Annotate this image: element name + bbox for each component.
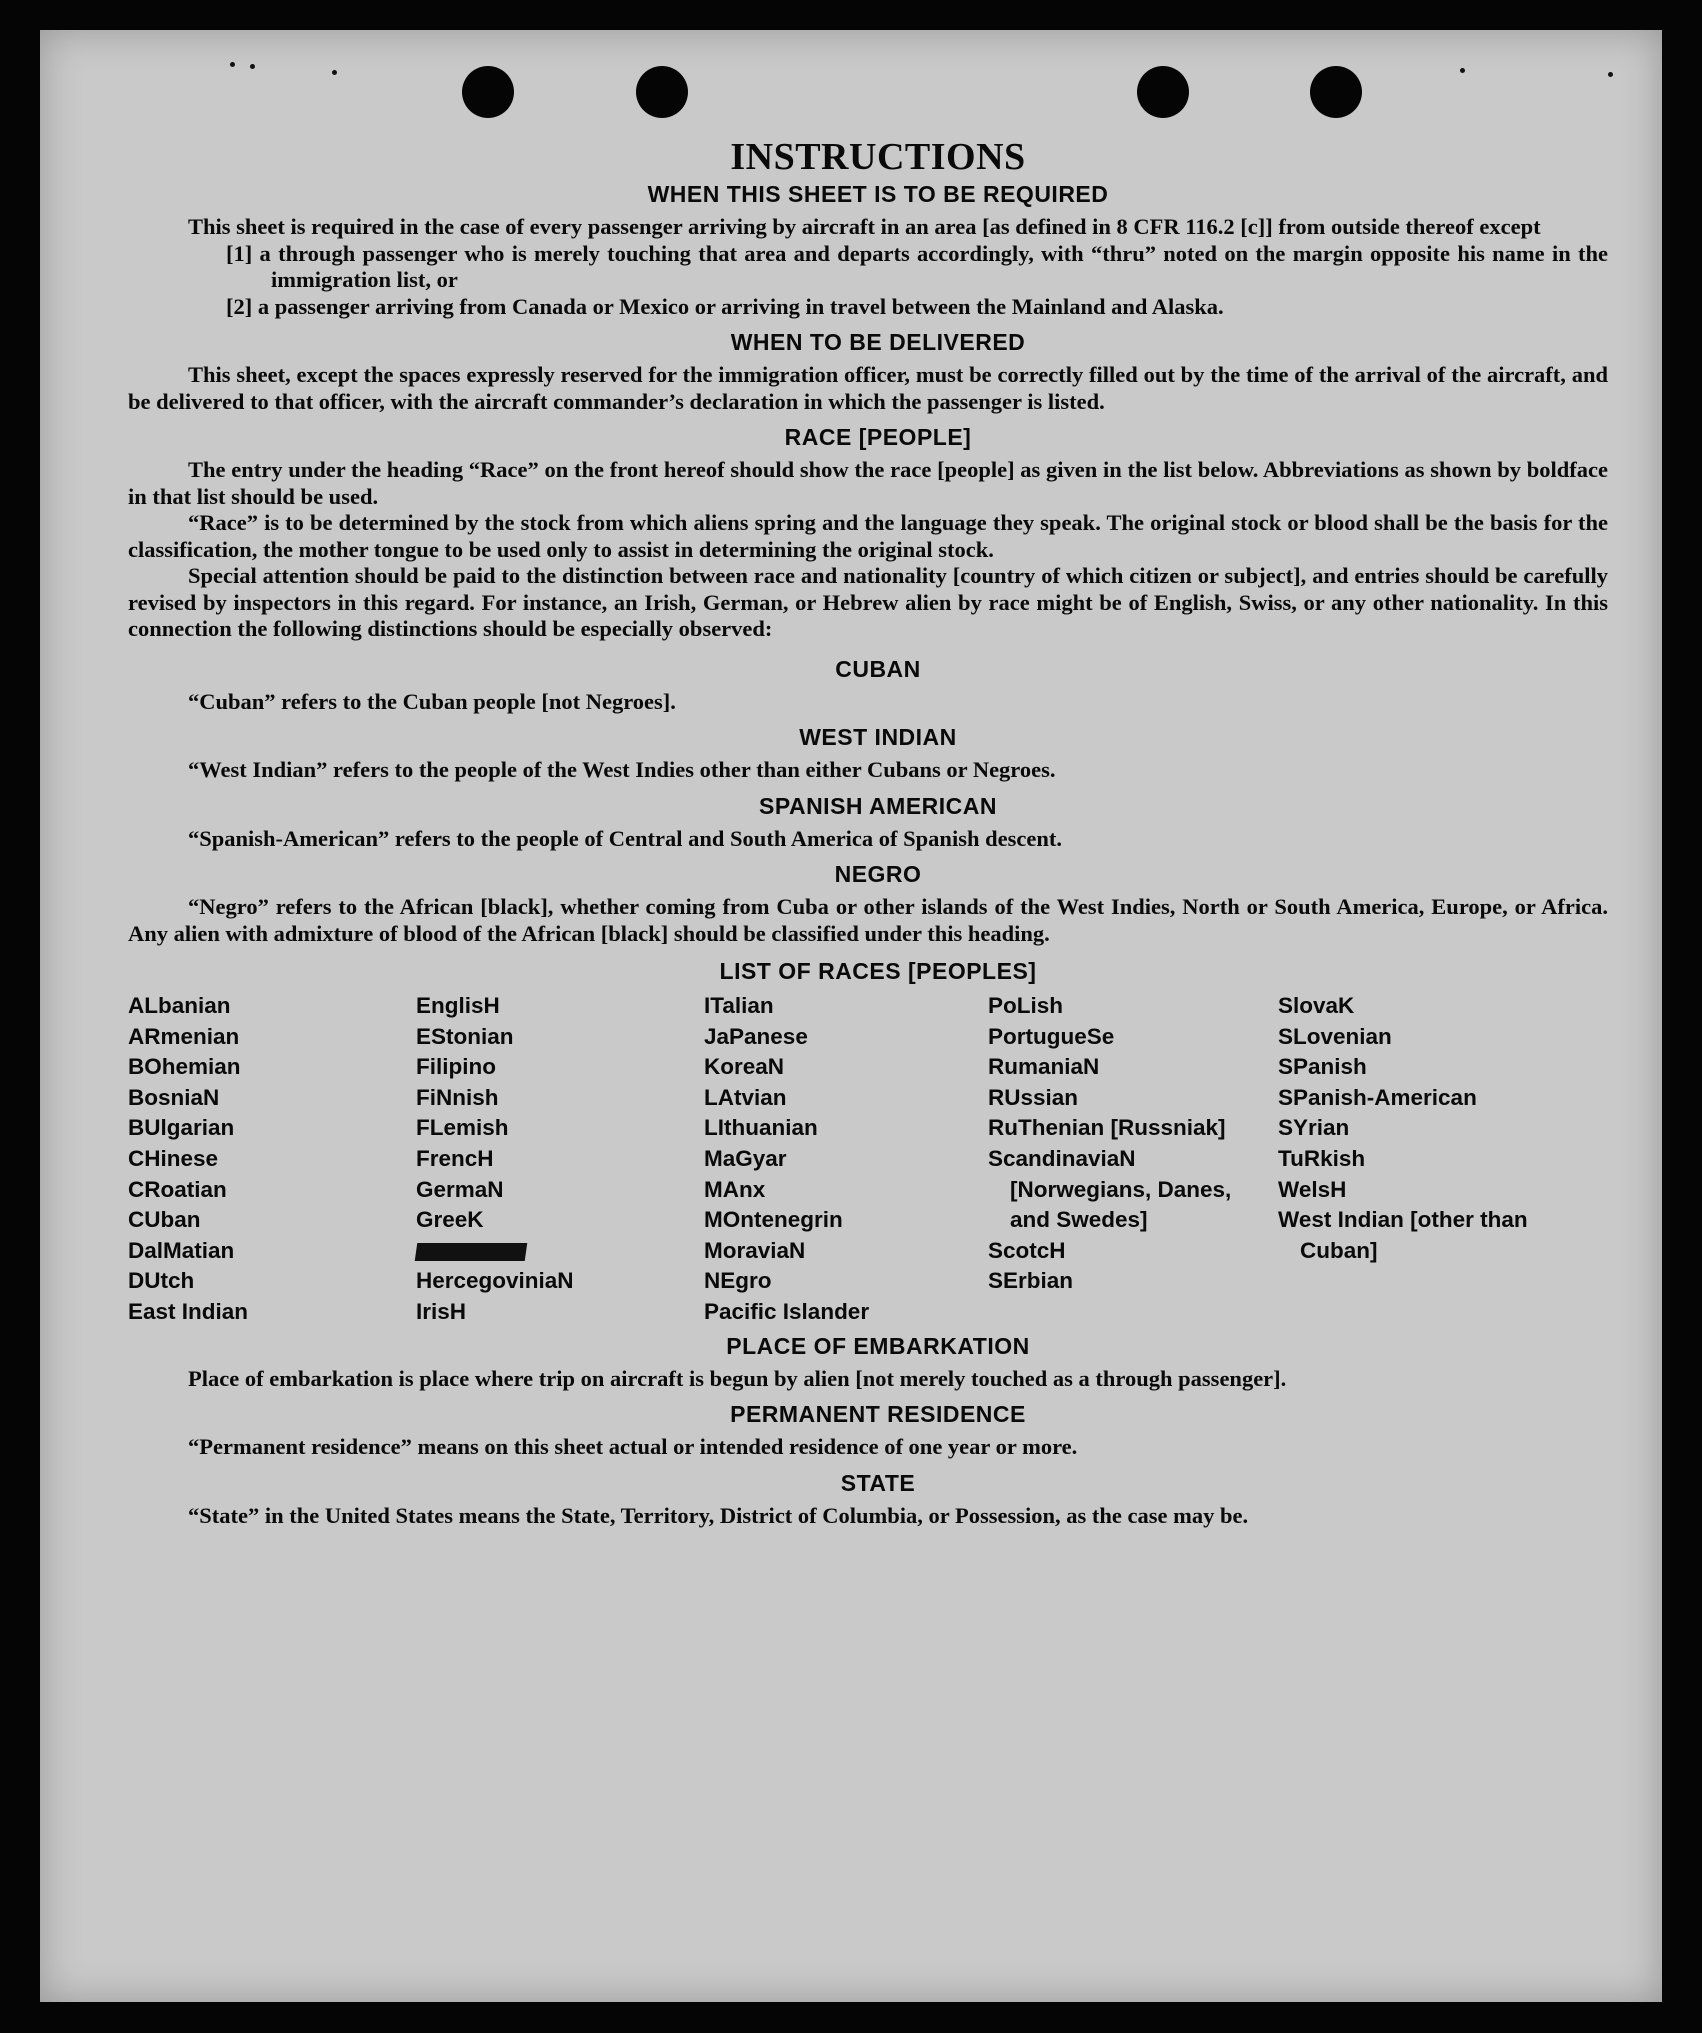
race-entry: RumaniaN xyxy=(988,1054,1100,1080)
race-paragraph-2: “Race” is to be determined by the stock from which aliens spring and the language they speak. The original stock or blood shall be the basis for the classification, the mother tongue to be used only to assist in determining the original stock. xyxy=(128,510,1608,562)
race-entry: WelsH xyxy=(1278,1176,1347,1202)
heading-delivered: WHEN TO BE DELIVERED xyxy=(730,329,1026,355)
race-entry: DalMatian xyxy=(128,1237,235,1263)
race-entry: BOhemian xyxy=(128,1054,241,1080)
punch-hole xyxy=(1137,66,1189,118)
race-entry: PortugueSe xyxy=(988,1023,1115,1049)
negro-text: “Negro” refers to the African [black], whether coming from Cuba or other islands of the West Indies, North or South America, Europe, or Africa. Any alien with admixture of blood of the African [black] should be classified under this heading. xyxy=(128,894,1608,946)
document-sheet xyxy=(40,30,1662,2002)
required-item-1: [1] a through passenger who is merely touching that area and departs accordingly, with “thru” noted on the margin opposite his name in the immigration list, or xyxy=(226,240,1608,292)
race-entry: MoraviaN xyxy=(704,1237,806,1263)
race-entry: HercegoviniaN xyxy=(416,1268,574,1294)
race-entry: SlovaK xyxy=(1278,993,1355,1018)
race-entry: ITalian xyxy=(704,993,774,1018)
heading-list-of-races: LIST OF RACES [PEOPLES] xyxy=(719,958,1037,984)
race-entry: CRoatian xyxy=(128,1176,227,1202)
speck xyxy=(250,64,255,69)
spanish-american-text: “Spanish-American” refers to the people of Central and South America of Spanish descent. xyxy=(188,825,1062,851)
redacted-entry xyxy=(416,1236,704,1267)
required-intro: This sheet is required in the case of every passenger arriving by aircraft in an area [as defined in 8 CFR 116.2 [c]] from outside thereof except xyxy=(188,214,1541,239)
race-entry: DUtch xyxy=(128,1268,195,1294)
race-entry: SErbian xyxy=(988,1268,1074,1294)
race-entry: RUssian xyxy=(988,1084,1079,1110)
state-text: “State” in the United States means the State, Territory, District of Columbia, or Possession, as the case may be. xyxy=(188,1502,1249,1528)
race-entry: IrisH xyxy=(416,1298,467,1324)
punch-hole xyxy=(1310,66,1362,118)
race-entry: West Indian [other than Cuban] xyxy=(1278,1207,1528,1263)
race-paragraph-1: The entry under the heading “Race” on the front hereof should show the race [people] as given in the list below. Abbreviations as shown by boldface in that list should be used. xyxy=(128,457,1608,509)
race-entry: PoLish xyxy=(988,993,1064,1018)
races-column-1 xyxy=(128,991,416,1328)
delivered-text: This sheet, except the spaces expressly reserved for the immigration officer, must be correctly filled out by the time of the arrival of the aircraft, and be delivered to that officer, with the aircraft commander’s declaration in which the passenger is listed. xyxy=(128,362,1608,414)
race-entry: Pacific Islander xyxy=(704,1298,870,1324)
race-entry: EStonian xyxy=(416,1023,514,1049)
race-entry: CHinese xyxy=(128,1145,219,1171)
race-entry: LIthuanian xyxy=(704,1115,818,1141)
heading-race: RACE [PEOPLE] xyxy=(784,424,972,450)
race-entry: SLovenian xyxy=(1278,1023,1392,1049)
races-column-2 xyxy=(416,991,704,1328)
race-entry: BUlgarian xyxy=(128,1115,235,1141)
race-entry: GermaN xyxy=(416,1176,504,1202)
race-paragraph-3: Special attention should be paid to the distinction between race and nationality [country of which citizen or subject], and entries should be carefully revised by inspectors in this regard. For instance, an Irish, German, or Hebrew alien by race might be of English, Swiss, or any other nationality. In this connection the following distinctions should be especially observed: xyxy=(128,563,1608,641)
race-entry: NEgro xyxy=(704,1268,772,1294)
required-item-2: [2] a passenger arriving from Canada or Mexico or arriving in travel between the Mainland and Alaska. xyxy=(226,293,1224,319)
race-entry: KoreaN xyxy=(704,1054,785,1080)
redaction-mark xyxy=(415,1243,528,1261)
race-entry: Filipino xyxy=(416,1054,496,1080)
heading-permanent-residence: PERMANENT RESIDENCE xyxy=(730,1401,1026,1428)
race-entry: FiNnish xyxy=(416,1084,499,1110)
race-entry: East Indian xyxy=(128,1298,249,1324)
race-entry: BosniaN xyxy=(128,1084,220,1110)
race-entry: ScotcH xyxy=(988,1237,1066,1263)
speck xyxy=(230,62,235,67)
race-entry: ScandinaviaN [Norwegians, Danes, and Swedes] xyxy=(988,1145,1232,1233)
race-entry: MaGyar xyxy=(704,1145,787,1171)
cuban-text: “Cuban” refers to the Cuban people [not Negroes]. xyxy=(188,688,676,714)
race-entry: FrencH xyxy=(416,1145,494,1171)
embarkation-text: Place of embarkation is place where trip on aircraft is begun by alien [not merely touched as a through passenger]. xyxy=(188,1365,1287,1391)
race-entry: MOntenegrin xyxy=(704,1207,843,1233)
race-entry: SPanish xyxy=(1278,1054,1367,1080)
race-entry: LAtvian xyxy=(704,1084,787,1110)
races-column-3 xyxy=(704,991,988,1328)
race-entry: RuThenian [Russniak] xyxy=(988,1115,1226,1141)
punch-hole xyxy=(462,66,514,118)
race-entry: ARmenian xyxy=(128,1023,240,1049)
page-title: INSTRUCTIONS xyxy=(730,136,1026,178)
heading-embarkation: PLACE OF EMBARKATION xyxy=(726,1332,1030,1359)
race-entry: TuRkish xyxy=(1278,1145,1366,1171)
races-column-4 xyxy=(988,991,1278,1328)
race-entry: FLemish xyxy=(416,1115,509,1141)
race-entry: SYrian xyxy=(1278,1115,1350,1141)
punch-hole xyxy=(636,66,688,118)
residence-text: “Permanent residence” means on this sheet actual or intended residence of one year or more. xyxy=(188,1434,1078,1460)
instructions-content xyxy=(128,134,1608,1529)
heading-required: WHEN THIS SHEET IS TO BE REQUIRED xyxy=(647,181,1109,207)
speck xyxy=(332,70,337,75)
race-entry: JaPanese xyxy=(704,1023,808,1049)
speck xyxy=(1608,72,1613,77)
races-column-5 xyxy=(1278,991,1558,1328)
race-entry: GreeK xyxy=(416,1207,484,1233)
heading-state: STATE xyxy=(840,1469,916,1496)
heading-negro: NEGRO xyxy=(834,861,922,887)
speck xyxy=(1460,68,1465,73)
heading-west-indian: WEST INDIAN xyxy=(799,724,957,750)
race-entry: EnglisH xyxy=(416,993,500,1018)
race-entry: ALbanian xyxy=(128,993,231,1018)
race-entry: CUban xyxy=(128,1207,201,1233)
races-list xyxy=(128,991,1608,1328)
west-indian-text: “West Indian” refers to the people of the West Indies other than either Cubans or Negroes. xyxy=(188,757,1056,782)
race-entry: MAnx xyxy=(704,1176,766,1202)
heading-cuban: CUBAN xyxy=(835,655,921,682)
race-entry: SPanish-American xyxy=(1278,1084,1477,1110)
heading-spanish-american: SPANISH AMERICAN xyxy=(758,792,997,819)
